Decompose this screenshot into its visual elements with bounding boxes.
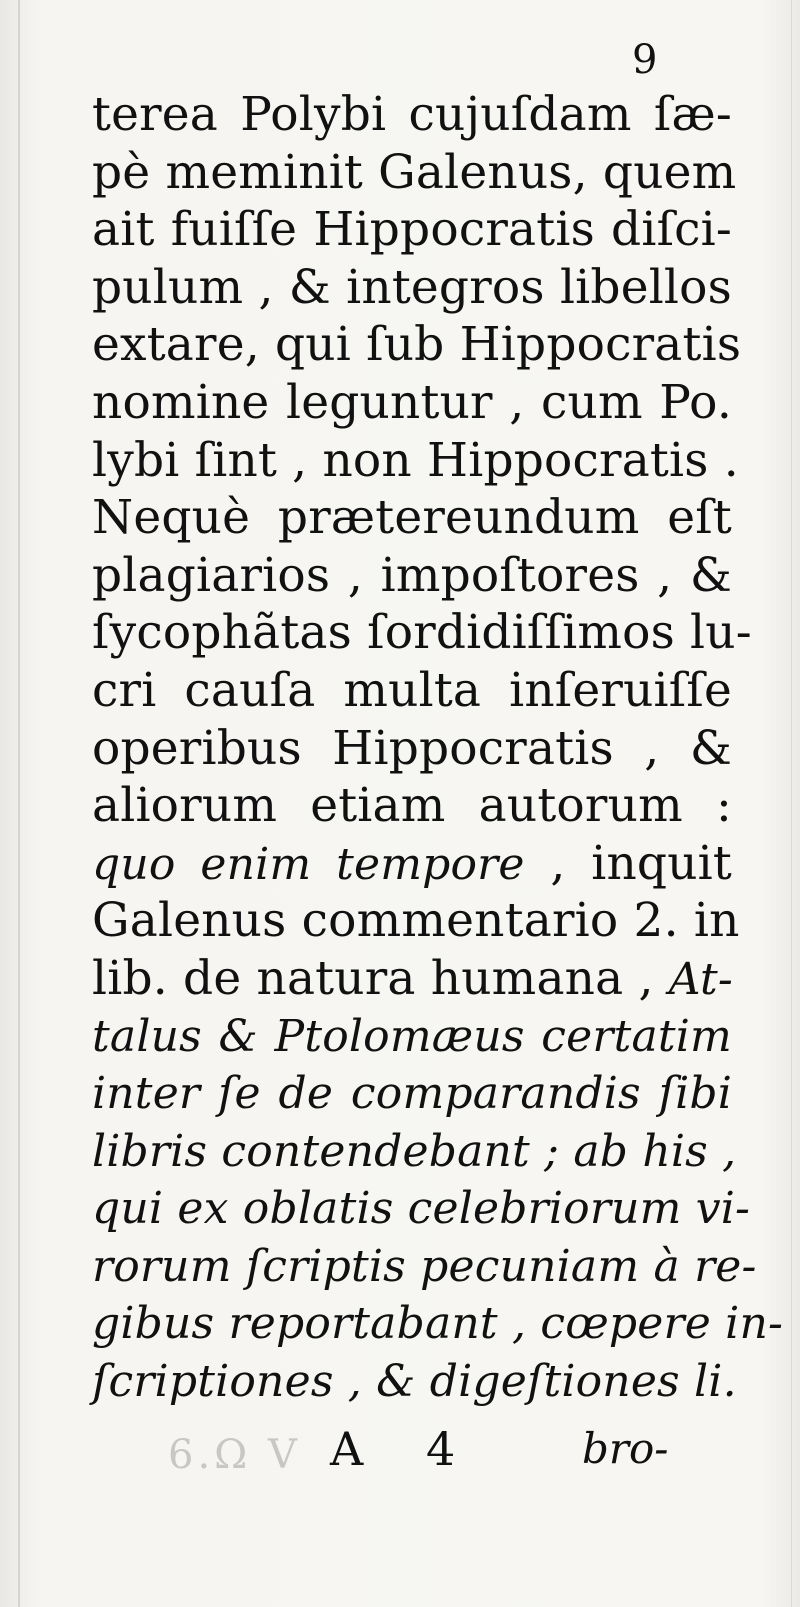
body-text — [92, 86, 784, 1411]
text-line: Galenus commentario 2. in — [92, 893, 740, 949]
italic-quote-line: inter ſe de comparandis ſibi — [92, 1068, 732, 1120]
italic-quote-line: ſcriptiones , & digeſtiones li. — [92, 1356, 737, 1408]
italic-quote-line: rorum ſcriptis pecuniam à re- — [92, 1240, 757, 1292]
italic-quote-line: libris contendebant ; ab his , — [92, 1125, 737, 1177]
catchword: bro- — [582, 1424, 669, 1473]
show-through-text: 6.Ω V — [168, 1432, 301, 1478]
page-edge-left — [18, 0, 20, 1607]
text-line: aliorum etiam autorum : — [92, 778, 732, 834]
signature-number: 4 — [426, 1422, 456, 1476]
text-line: terea Polybi cujuſdam ſæ- — [92, 87, 732, 142]
text-line-mixed — [92, 950, 732, 1008]
page-footer — [0, 1414, 800, 1484]
italic-quote-start: quo enim tempore — [92, 838, 525, 890]
roman-run: lib. de natura humana , — [92, 950, 669, 1006]
italic-quote-line: gibus reportabant , cœpere in- — [92, 1298, 784, 1350]
text-line: pè meminit Galenus, quem — [92, 144, 737, 200]
text-line: operibus Hippocratis , & — [92, 720, 732, 776]
text-line: lybi ſint , non Hippocratis . — [92, 432, 739, 488]
italic-quote-line: talus & Ptolomæus certatim — [92, 1010, 732, 1062]
italic-quote-continue: At- — [668, 953, 733, 1005]
text-line: ſycophãtas ſordidiſſimos lu- — [92, 605, 752, 661]
text-line: ait fuiſſe Hippocratis diſci- — [92, 202, 732, 258]
page-edge-right — [791, 0, 792, 1607]
text-line: Nequè prætereundum eſt — [92, 490, 732, 546]
text-line: cri cauſa multa inſeruiſſe — [92, 662, 732, 718]
text-line: nomine leguntur , cum Po. — [92, 374, 732, 430]
italic-quote-line: qui ex oblatis celebriorum vi- — [92, 1183, 751, 1235]
text-line: plagiarios , impoſtores , & — [92, 547, 732, 603]
signature-letter: A — [330, 1422, 364, 1476]
text-line: pulum , & integros libellos — [92, 259, 732, 315]
page-number: 9 — [632, 37, 658, 83]
roman-run: , inquit — [524, 835, 732, 891]
text-line: extare, qui ſub Hippocratis — [92, 317, 742, 373]
text-line-mixed — [92, 835, 732, 893]
